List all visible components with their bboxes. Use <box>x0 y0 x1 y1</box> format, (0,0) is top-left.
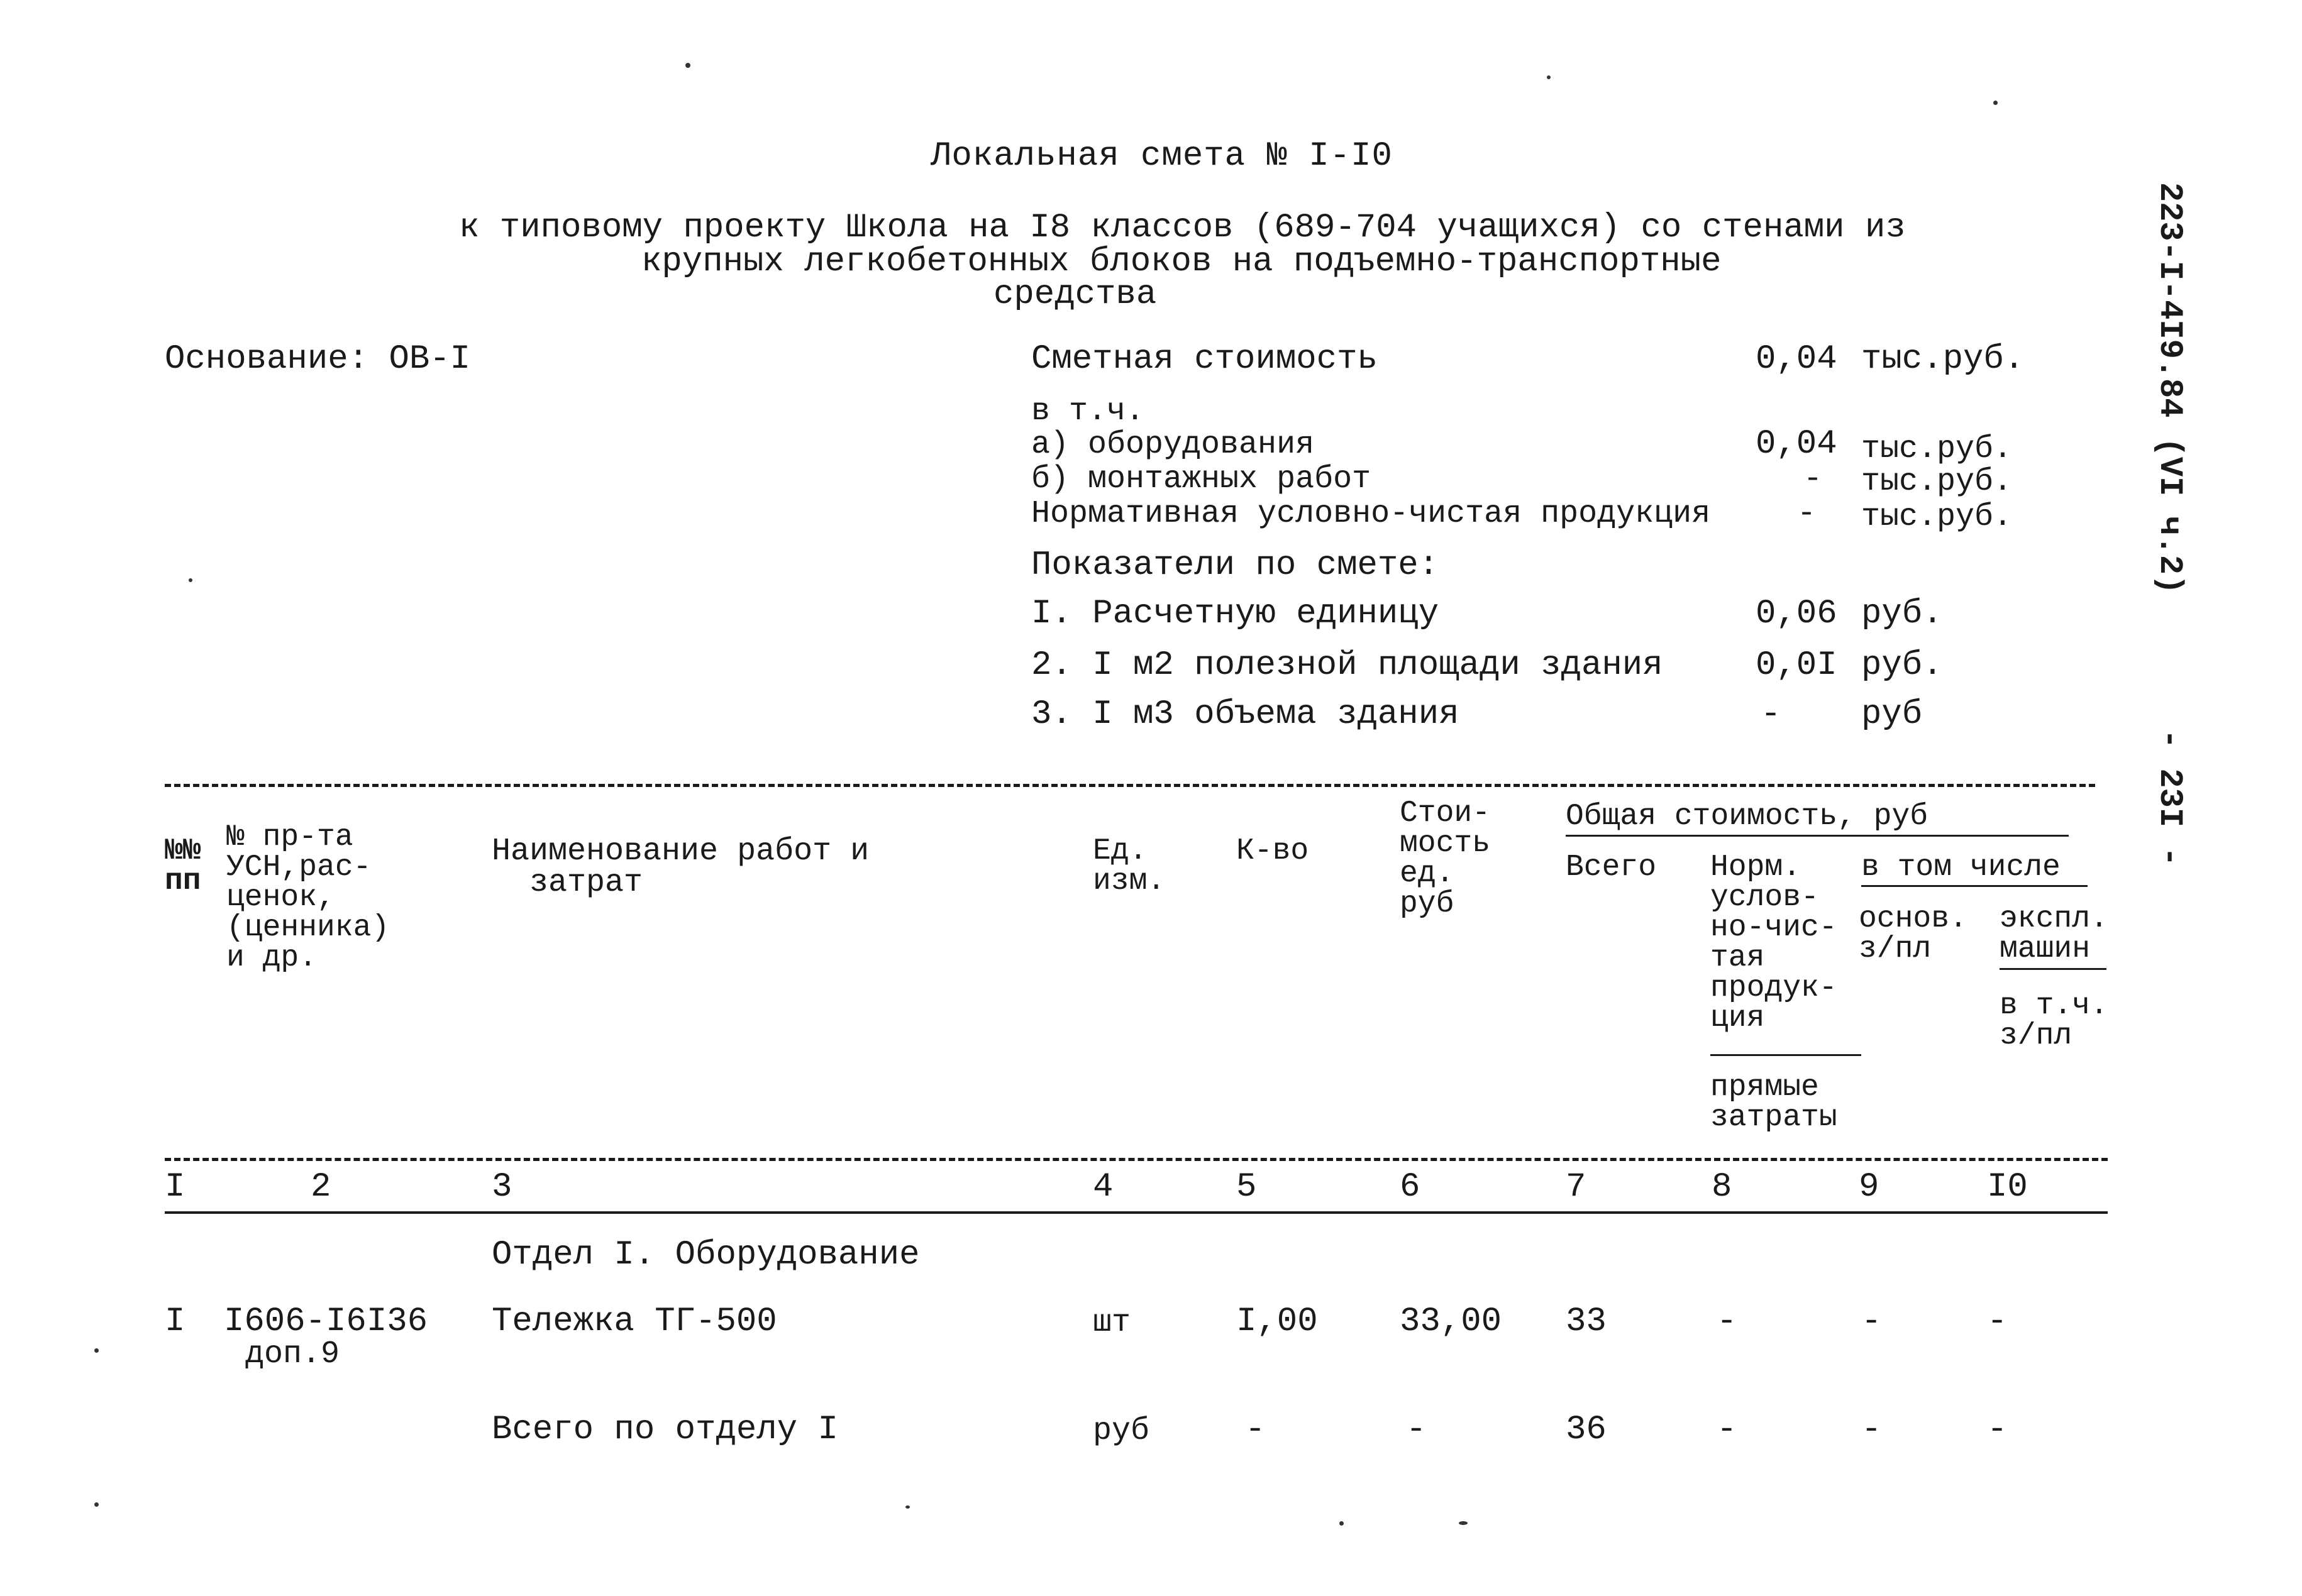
scan-speck <box>685 63 690 68</box>
total-row-machine: - <box>1987 1411 2008 1449</box>
section-title: Отдел I. Оборудование <box>492 1236 920 1274</box>
scan-speck <box>1339 1521 1344 1526</box>
side-document-code: 223-I-4I9.84 (VI ч.2) <box>2151 182 2188 595</box>
column-number-5: 5 <box>1236 1168 1257 1206</box>
estimated-cost-value: 0,04 <box>1756 340 1837 378</box>
header-group-total: Общая стоимость, руб <box>1566 800 1928 834</box>
installation-label: б) монтажных работ <box>1031 461 1371 497</box>
total-row-quantity: - <box>1245 1411 1266 1449</box>
scan-speck <box>1547 75 1551 79</box>
column-number-2: 2 <box>311 1168 331 1206</box>
scan-speck <box>1993 101 1998 105</box>
subtitle-line-1: к типовому проекту Школа на I8 классов (689-704 учащихся) со стенами из <box>459 209 1906 247</box>
indicator-unit-3: руб <box>1861 695 1923 734</box>
header-total: Всего <box>1566 850 1657 884</box>
column-numbers-top-rule <box>165 1158 2108 1161</box>
estimated-cost-label: Сметная стоимость <box>1031 340 1378 378</box>
subtitle-line-3: средства <box>993 275 1157 314</box>
column-number-4: 4 <box>1093 1168 1114 1206</box>
scan-speck <box>905 1505 910 1509</box>
total-row-unit-cost: - <box>1406 1411 1427 1449</box>
indicator-value-3: - <box>1761 695 1781 734</box>
normative-underline <box>1710 1054 1861 1056</box>
header-normative: Норм. услов- но-чис- тая продук- ция <box>1710 850 1837 1035</box>
equipment-unit: тыс.руб. <box>1861 431 2013 467</box>
row-unit-cost: 33,00 <box>1400 1302 1502 1341</box>
including-underline <box>1861 885 2088 887</box>
total-row-name: Всего по отделу I <box>492 1411 838 1449</box>
total-row-total: 36 <box>1566 1411 1607 1449</box>
row-normative: - <box>1717 1302 1737 1341</box>
document-title: Локальная смета № I-I0 <box>931 137 1393 175</box>
column-number-3: 3 <box>492 1168 512 1206</box>
header-machine-salary: в т.ч. з/пл <box>2000 989 2108 1053</box>
header-row-number: №№ пп <box>165 834 201 898</box>
equipment-value: 0,04 <box>1756 425 1837 463</box>
header-name: Наименование работ и затрат <box>492 834 870 901</box>
header-direct-costs: прямые затраты <box>1710 1070 1837 1135</box>
normative-value: - <box>1797 496 1817 532</box>
column-number-8: 8 <box>1712 1168 1732 1206</box>
column-number-9: 9 <box>1859 1168 1879 1206</box>
row-base-salary: - <box>1861 1302 1882 1341</box>
indicator-value-1: 0,06 <box>1756 595 1837 633</box>
machine-underline <box>2000 968 2106 970</box>
total-row-base-salary: - <box>1861 1411 1882 1449</box>
row-name: Тележка ТГ-500 <box>492 1302 777 1341</box>
indicator-unit-2: руб. <box>1861 646 1943 685</box>
column-number-1: I <box>165 1168 185 1206</box>
row-code: I606-I6I36 <box>224 1302 428 1341</box>
header-machine-operation: экспл. машин <box>2000 902 2108 966</box>
normative-unit: тыс.руб. <box>1861 499 2013 535</box>
indicator-label-2: 2. I м2 полезной площади здания <box>1031 646 1663 685</box>
row-quantity: I,00 <box>1236 1302 1318 1341</box>
row-code-extra: доп.9 <box>245 1336 340 1372</box>
indicator-label-3: 3. I м3 объема здания <box>1031 695 1459 734</box>
normative-label: Нормативная условно-чистая продукция <box>1031 496 1711 532</box>
scan-speck <box>1459 1521 1468 1525</box>
table-top-rule <box>165 784 2095 787</box>
column-numbers-bottom-rule <box>165 1211 2108 1214</box>
header-group-including: в том числе <box>1861 850 2061 884</box>
header-code: № пр-та УСН,рас- ценок, (ценника) и др. <box>226 820 390 975</box>
including-label: в т.ч. <box>1031 393 1145 429</box>
scan-speck <box>189 578 192 582</box>
row-unit: шт <box>1093 1305 1131 1341</box>
indicator-label-1: I. Расчетную единицу <box>1031 595 1439 633</box>
indicators-heading: Показатели по смете: <box>1031 546 1439 585</box>
scan-speck <box>94 1502 99 1507</box>
subtitle-line-2: крупных легкобетонных блоков на подъемно-транспортные <box>641 243 1722 281</box>
row-machine: - <box>1987 1302 2008 1341</box>
group-total-underline <box>1566 835 2069 837</box>
installation-unit: тыс.руб. <box>1861 464 2013 500</box>
header-quantity: К-во <box>1236 834 1309 868</box>
scan-speck <box>94 1348 99 1353</box>
total-row-unit: руб <box>1093 1413 1150 1449</box>
header-unit-cost: Стои- мость ед. руб <box>1400 796 1491 921</box>
row-total: 33 <box>1566 1302 1607 1341</box>
column-number-6: 6 <box>1400 1168 1420 1206</box>
indicator-unit-1: руб. <box>1861 595 1943 633</box>
basis-label: Основание: ОВ-I <box>165 340 471 378</box>
installation-value: - <box>1803 461 1823 497</box>
indicator-value-2: 0,0I <box>1756 646 1837 685</box>
equipment-label: а) оборудования <box>1031 427 1315 463</box>
header-unit: Ед. изм. <box>1093 834 1166 898</box>
column-number-7: 7 <box>1566 1168 1586 1206</box>
column-number-10: I0 <box>1987 1168 2028 1206</box>
page-number: - 23I - <box>2151 729 2188 867</box>
total-row-normative: - <box>1717 1411 1737 1449</box>
row-number: I <box>165 1302 185 1341</box>
estimated-cost-unit: тыс.руб. <box>1861 340 2025 378</box>
header-base-salary: основ. з/пл <box>1859 902 1967 966</box>
